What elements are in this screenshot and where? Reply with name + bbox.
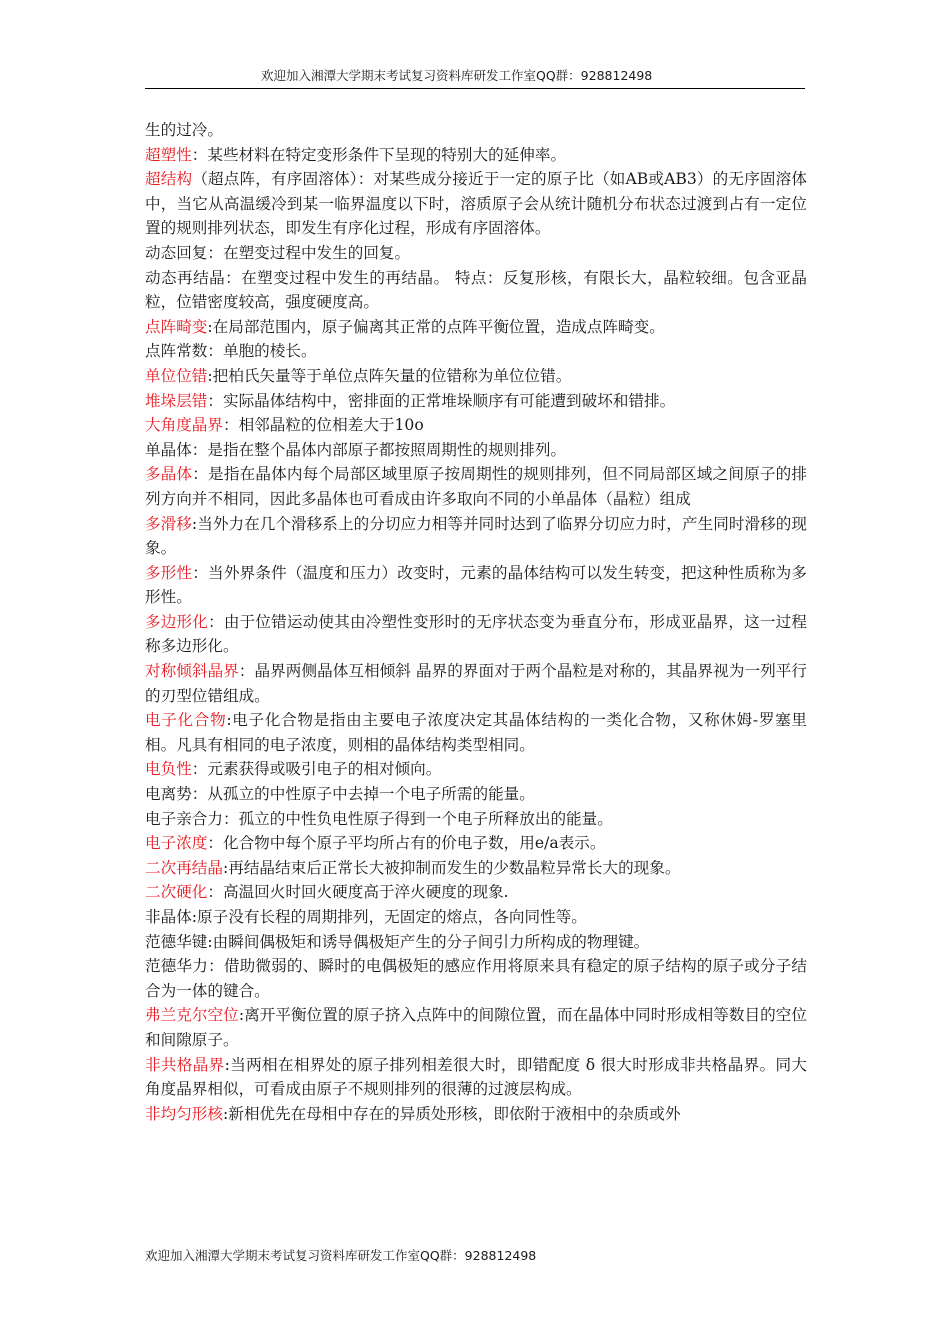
glossary-definition: :再结晶结束后正常长大被抑制而发生的少数晶粒异常长大的现象。 bbox=[222, 858, 681, 877]
glossary-entry bbox=[145, 782, 807, 807]
glossary-entry bbox=[145, 364, 807, 389]
glossary-entry bbox=[145, 905, 807, 930]
glossary-term: 多晶体 bbox=[145, 465, 193, 484]
glossary-entry bbox=[145, 512, 807, 561]
glossary-entry bbox=[145, 143, 807, 168]
glossary-entry bbox=[145, 708, 807, 757]
glossary-definition: 动态回复：在塑变过程中发生的回复。 bbox=[145, 243, 411, 262]
glossary-entry bbox=[145, 930, 807, 955]
glossary-entry bbox=[145, 757, 807, 782]
glossary-term: 弗兰克尔空位 bbox=[145, 1006, 239, 1025]
glossary-definition: 电子亲合力：孤立的中性负电性原子得到一个电子所释放出的能量。 bbox=[145, 809, 613, 828]
glossary-entry bbox=[145, 389, 807, 414]
glossary-term: 二次再结晶 bbox=[145, 858, 223, 877]
glossary-term: 多形性 bbox=[145, 563, 193, 582]
glossary-definition: :电子化合物是指由主要电子浓度决定其晶体结构的一类化合物，又称休姆-罗塞里相。凡具有相同的电子浓度，则相的晶体结构类型相同。 bbox=[145, 711, 807, 754]
glossary-definition: ：高温回火时回火硬度高于淬火硬度的现象. bbox=[207, 883, 509, 902]
glossary-definition: :当两相在相界处的原子排列相差很大时，即错配度 δ 很大时形成非共格晶界。同大角度晶界相似，可看成由原子不规则排列的很薄的过渡层构成。 bbox=[145, 1055, 807, 1099]
glossary-entry bbox=[145, 561, 807, 610]
glossary-entry bbox=[145, 167, 807, 241]
glossary-definition: ：实际晶体结构中，密排面的正常堆垛顺序有可能遭到破坏和错排。 bbox=[207, 391, 676, 410]
glossary-definition: :离开平衡位置的原子挤入点阵中的间隙位置，而在晶体中同时形成相等数目的空位和间隙原子。 bbox=[145, 1006, 807, 1049]
glossary-entry bbox=[145, 1003, 807, 1052]
glossary-content bbox=[145, 118, 807, 1126]
page-footer: 欢迎加入湘潭大学期末考试复习资料库研发工作室QQ群：928812498 bbox=[145, 1248, 537, 1263]
glossary-term: 非共格晶界 bbox=[145, 1055, 225, 1074]
glossary-definition: :新相优先在母相中存在的异质处形核，即依附于液相中的杂质或外 bbox=[222, 1104, 681, 1123]
glossary-definition: :把柏氏矢量等于单位点阵矢量的位错称为单位位错。 bbox=[207, 366, 572, 385]
glossary-entry bbox=[145, 659, 807, 708]
glossary-entry bbox=[145, 118, 807, 143]
glossary-definition: 范德华键:由瞬间偶极矩和诱导偶极矩产生的分子间引力所构成的物理键。 bbox=[145, 932, 650, 951]
glossary-term: 电子化合物 bbox=[145, 711, 227, 730]
glossary-definition: 电离势：从孤立的中性原子中去掉一个电子所需的能量。 bbox=[145, 785, 535, 804]
glossary-definition: 点阵常数：单胞的棱长。 bbox=[145, 342, 317, 361]
glossary-entry bbox=[145, 954, 807, 1003]
glossary-definition: ：晶界两侧晶体互相倾斜 晶界的界面对于两个晶粒是对称的，其晶界视为一列平行的刃型位错组成。 bbox=[145, 662, 807, 705]
glossary-entry bbox=[145, 807, 807, 832]
page-header bbox=[145, 64, 805, 89]
glossary-term: 多滑移 bbox=[145, 514, 192, 533]
header-text: 欢迎加入湘潭大学期末考试复习资料库研发工作室QQ群：928812498 bbox=[261, 68, 653, 83]
glossary-term: 大角度晶界 bbox=[145, 416, 223, 435]
glossary-term: 非均匀形核 bbox=[145, 1104, 223, 1123]
glossary-definition: 生的过冷。 bbox=[145, 121, 223, 139]
glossary-entry bbox=[145, 315, 807, 340]
glossary-entry bbox=[145, 831, 807, 856]
glossary-definition: 单晶体：是指在整个晶体内部原子都按照周期性的规则排列。 bbox=[145, 440, 567, 459]
glossary-entry bbox=[145, 241, 807, 266]
glossary-definition: 动态再结晶：在塑变过程中发生的再结晶。 特点：反复形核，有限长大，晶粒较细。包含亚晶粒，位错密度较高，强度硬度高。 bbox=[145, 268, 807, 312]
glossary-term: 二次硬化 bbox=[145, 883, 208, 902]
glossary-definition: :当外力在几个滑移系上的分切应力相等并同时达到了临界分切应力时，产生同时滑移的现象。 bbox=[145, 514, 807, 558]
glossary-entry bbox=[145, 339, 807, 364]
glossary-definition: ：相邻晶粒的位相差大于10o bbox=[222, 416, 424, 435]
glossary-term: 电负性 bbox=[145, 760, 192, 779]
glossary-term: 超结构 bbox=[145, 170, 193, 189]
glossary-definition: ：当外界条件（温度和压力）改变时，元素的晶体结构可以发生转变，把这种性质称为多形性。 bbox=[145, 563, 807, 607]
glossary-entry bbox=[145, 856, 807, 881]
glossary-definition: ：是指在晶体内每个局部区域里原子按周期性的规则排列，但不同局部区域之间原子的排列方向并不相同，因此多晶体也可看成由许多取向不同的小单晶体（晶粒）组成 bbox=[145, 465, 807, 508]
glossary-entry bbox=[145, 1102, 807, 1127]
glossary-definition: ：由于位错运动使其由冷塑性变形时的无序状态变为垂直分布，形成亚晶界，这一过程称多边形化。 bbox=[145, 612, 807, 656]
glossary-entry bbox=[145, 610, 807, 659]
glossary-term: 多边形化 bbox=[145, 612, 209, 631]
glossary-definition: ：化合物中每个原子平均所占有的价电子数，用e/a表示。 bbox=[207, 834, 606, 853]
glossary-entry bbox=[145, 413, 807, 438]
glossary-definition: 非晶体:原子没有长程的周期排列，无固定的熔点，各向同性等。 bbox=[145, 908, 587, 926]
glossary-term: 电子浓度 bbox=[145, 834, 208, 853]
glossary-definition: ：元素获得或吸引电子的相对倾向。 bbox=[191, 760, 442, 779]
glossary-definition: （超点阵，有序固溶体）：对某些成分接近于一定的原子比（如AB或AB3）的无序固溶体中，当它从高温缓冷到某一临界温度以下时，溶质原子会从统计随机分布状态过渡到占有一定位置的规则排列状态，即发生有序化过程，形成有序固溶体。 bbox=[145, 170, 807, 238]
glossary-entry bbox=[145, 438, 807, 463]
glossary-entry bbox=[145, 1053, 807, 1102]
glossary-definition: ：某些材料在特定变形条件下呈现的特别大的延伸率。 bbox=[191, 145, 567, 164]
glossary-term: 点阵畸变 bbox=[145, 317, 208, 336]
glossary-entry bbox=[145, 880, 807, 905]
glossary-term: 对称倾斜晶界 bbox=[145, 662, 239, 681]
glossary-term: 单位位错 bbox=[145, 366, 208, 385]
glossary-definition: 范德华力：借助微弱的、瞬时的电偶极矩的感应作用将原来具有稳定的原子结构的原子或分子结合为一体的键合。 bbox=[145, 957, 807, 1000]
glossary-term: 堆垛层错 bbox=[145, 391, 208, 410]
glossary-entry bbox=[145, 462, 807, 511]
glossary-entry bbox=[145, 266, 807, 315]
glossary-definition: :在局部范围内，原子偏离其正常的点阵平衡位置，造成点阵畸变。 bbox=[207, 317, 665, 336]
glossary-term: 超塑性 bbox=[145, 145, 192, 164]
